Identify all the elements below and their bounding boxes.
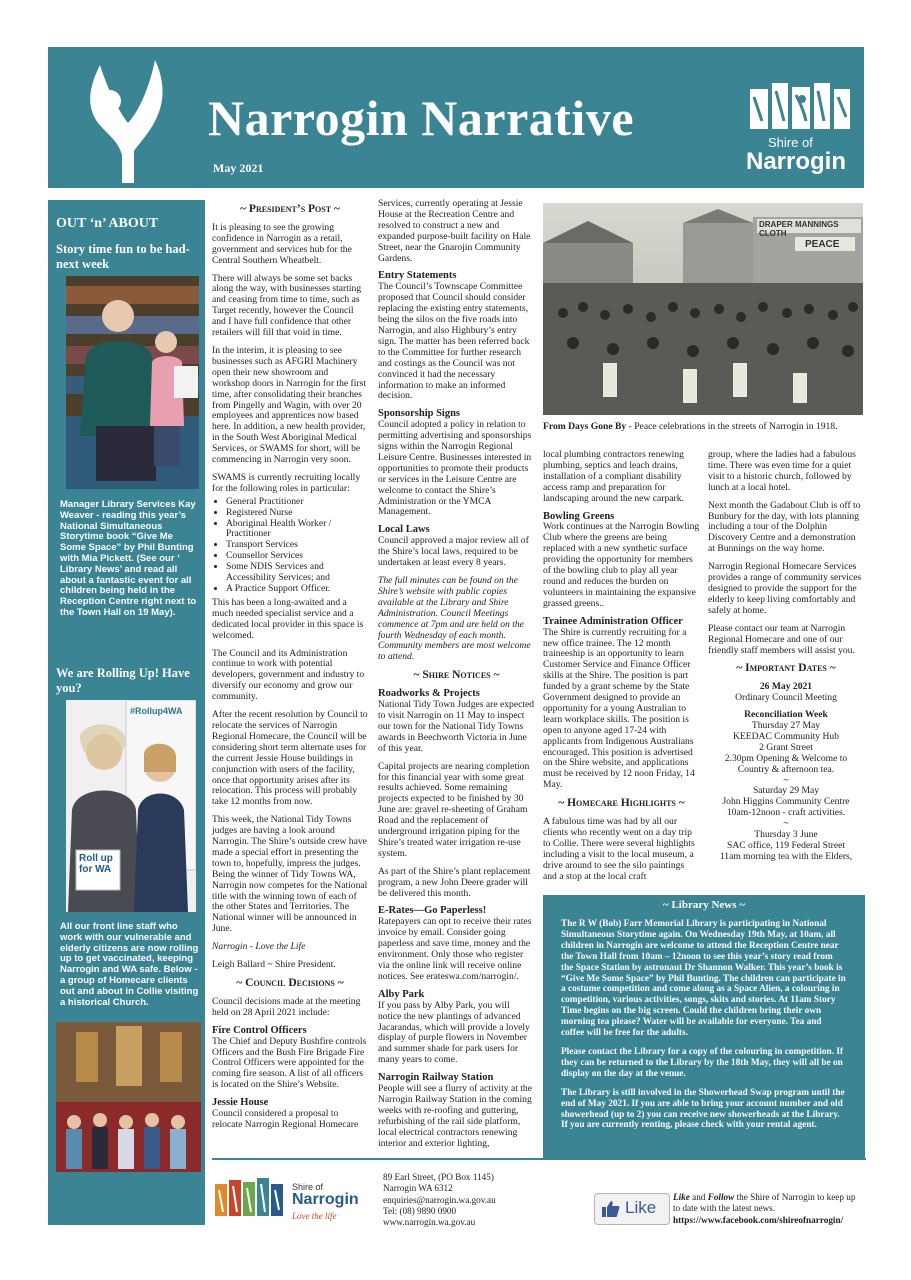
date-separator: ~ bbox=[783, 774, 789, 786]
roadworks-text: National Tidy Town Judges are expected to visit Narrogin on 11 May to inspect our town for the National Tidy Towns awards in Beechworth Victoria in June of this year. bbox=[378, 699, 535, 754]
fb-rest: the Shire of Narrogin to keep up to date with the latest news. bbox=[673, 1192, 856, 1214]
date-council-meeting: 26 May 2021 bbox=[759, 681, 813, 693]
president-paragraph: This has been a long-awaited and a much needed specialist service and a dedicated local provider in this space is welcomed. bbox=[212, 596, 364, 641]
caption-bold: From Days Gone By bbox=[543, 421, 627, 432]
address-line: Narrogin WA 6312 bbox=[383, 1183, 453, 1194]
out-about-sidebar bbox=[48, 200, 205, 1225]
header-shire-name: Narrogin bbox=[746, 148, 847, 175]
story-heading: Story time fun to be had- next week bbox=[56, 242, 190, 271]
footer-divider bbox=[212, 1158, 866, 1160]
facebook-follow-text bbox=[673, 1192, 863, 1226]
president-paragraph: In the interim, it is pleasing to see businesses such as AFGRI Machinery open their new showroom and workshop doors in Narrogin for the first time, after consolidating their branches from Pingelly and Wagin, with over 20 employees and apprentices now based here. In addition, a new health provider, in the South West Aboriginal Medical Services, or SWAMS for short, will be commencing in Narrogin very soon. bbox=[212, 344, 367, 466]
homecare-services-text: Narrogin Regional Homecare Services provides a range of community services designed to provide the support for the elderly to keep living comfortably and safely at home. bbox=[708, 561, 862, 616]
date-line: Thursday 3 June bbox=[754, 829, 818, 841]
alby-park-text: If you pass by Alby Park, you will notice the new plantings of advanced Jacarandas, which will provide a lovely display of purple flowers in November and summer shade for park users for many years to come. bbox=[378, 999, 530, 1066]
reconciliation-week-heading: Reconciliation Week bbox=[744, 709, 828, 721]
library-photo-caption: Manager Library Services Kay Weaver - reading this year’s National Simultaneous Storytime book “Give Me Some Space” by Phil Bunting with Mia Pickett. (See our ‘ Library News’ and read all about a fantastic event for all children being held in the Reception Centre right next to the Town Hall on 19 May). bbox=[60, 499, 197, 618]
date-line: 2.30pm Opening & Welcome to Country & afternoon tea. bbox=[724, 752, 848, 775]
local-laws-text: Council approved a major review all of the Shire’s local laws, required to be undertaken at least every 8 years. bbox=[378, 535, 529, 569]
local-laws-heading: Local Laws bbox=[378, 524, 430, 536]
footer-shire-name: Narrogin bbox=[292, 1191, 359, 1208]
erates-heading: E-Rates—Go Paperless! bbox=[378, 905, 487, 917]
railway-text: People will see a flurry of activity at the Narrogin Railway Station in the coming weeks with re-roofing and guttering, refurbishing of the rail side platform, local electrical contractors renewing interior and exterior lighting, bbox=[378, 1083, 532, 1149]
fb-like-word: Like bbox=[673, 1192, 690, 1202]
footer-address bbox=[383, 1172, 496, 1228]
phone-line: Tel: (08) 9890 0900 bbox=[383, 1205, 457, 1216]
sponsorship-text: Council adopted a policy in relation to permitting advertising and sponsorships signs within the Narrogin Regional Leisure Centre. Businesses interested in opportunities to promote their products or services in the Leisure Centre are welcome to contact the Shire’s Administration or the YMCA Management. bbox=[378, 419, 532, 518]
swams-roles-list bbox=[212, 497, 368, 595]
president-paragraph: SWAMS is currently recruiting locally for the following roles in particular: bbox=[212, 471, 361, 494]
sponsorship-heading: Sponsorship Signs bbox=[378, 408, 461, 420]
peace-celebrations-photo bbox=[543, 203, 863, 415]
header-shire-of: Shire of bbox=[768, 135, 813, 150]
date-line: SAC office, 119 Federal Street bbox=[726, 840, 846, 851]
column-homecare-dates bbox=[708, 450, 864, 863]
sign-off: Narrogin - Love the Life bbox=[212, 941, 306, 953]
footer-logo-icon bbox=[213, 1174, 289, 1222]
role-item: • A Practice Support Officer. bbox=[226, 584, 368, 595]
role-item: • Transport Services bbox=[226, 540, 368, 551]
date-line: 11am morning tea with the Elders, bbox=[719, 850, 853, 862]
role-item: • Registered Nurse bbox=[226, 508, 368, 519]
date-line: Saturday 29 May bbox=[752, 785, 820, 797]
president-paragraph: There will always be some set backs along the way, with businesses starting and ceasing from time to time, such as Target recently, however the Council and I have full confidence that other retailers will fill that void in time. bbox=[212, 272, 362, 339]
newsletter-title: Narrogin Narrative bbox=[208, 90, 635, 146]
website-link[interactable]: www.narrogin.wa.gov.au bbox=[383, 1217, 476, 1228]
bowling-greens-heading: Bowling Greens bbox=[543, 510, 615, 522]
president-paragraph: The Council and its Administration continue to work with potential developers, government and industry to diversify our economy and grow our community. bbox=[212, 647, 365, 703]
date-line: 10am-12noon - craft activities. bbox=[726, 807, 846, 819]
council-decisions-heading: ~ Council Decisions ~ bbox=[236, 977, 344, 989]
gadabout-text: Next month the Gadabout Club is off to Bunbury for the day, with lots planning including a tour of the Dolphin Discovery Centre and a demonstration at Bunnings on the way home. bbox=[708, 499, 861, 555]
column-council-notices bbox=[378, 199, 535, 1157]
masthead bbox=[48, 47, 864, 188]
peace-sign: PEACE bbox=[805, 239, 840, 250]
council-intro: Council decisions made at the meeting held on 28 April 2021 include: bbox=[212, 995, 361, 1018]
role-item: • General Practitioner bbox=[226, 497, 368, 508]
caption-rest: - Peace celebrations in the streets of Narrogin in 1918. bbox=[626, 421, 838, 432]
photo-caption bbox=[543, 422, 865, 433]
fire-control-heading: Fire Control Officers bbox=[212, 1024, 307, 1036]
rollup-photo-caption: All our front line staff who work with our vulnerable and elderly citizens are now rolling up to get vaccinated, keeping Narrogin and WA safe. Below - a group of Homecare clients out and about in Collie visiting a historical Church. bbox=[60, 921, 199, 1008]
trainee-text: The Shire is currently recruiting for a new office trainee. The 12 month traineeship is an opportunity to learn Customer Service and Finance Officer skills at the Shire. The position is part funded by a grant scheme by the State Government designed to provide an opportunity for a young Australian to learn workplace skills. The position is open to anyone aged 17-24 with applicants from Indigenous Australians encouraged. This position is advertised on the Shire website, and applications must be received by 12 noon Friday, 14 May. bbox=[543, 626, 695, 791]
church-visit-photo bbox=[56, 1022, 201, 1172]
fb-and: and bbox=[689, 1192, 708, 1202]
rollup-hashtag: #Rollup4WA bbox=[130, 706, 183, 716]
issue-date: May 2021 bbox=[213, 161, 264, 175]
minutes-note: The full minutes can be found on the Shire’s website with public copies available at the Library and Shire Administration. Council Meetings commence at 7pm and are held on the fourth Wednesday of each month. Community members are most welcome to attend. bbox=[378, 575, 531, 663]
date-separator: ~ bbox=[783, 818, 789, 830]
important-dates-list bbox=[708, 682, 864, 863]
homecare-contact-text: Please contact our team at Narrogin Regional Homecare and one of our friendly staff members will assist you. bbox=[708, 622, 855, 656]
homecare-highlights-heading: ~ Homecare Highlights ~ bbox=[558, 797, 685, 810]
column-presidents-post bbox=[212, 198, 368, 1138]
entry-statements-heading: Entry Statements bbox=[378, 270, 457, 282]
date-council-meeting-desc: Ordinary Council Meeting bbox=[735, 692, 837, 704]
narrogin-figure-logo-icon bbox=[70, 55, 180, 185]
plant-replacement-text: As part of the Shire’s plant replacement program, a new John Deere grader will be delivered this month. bbox=[378, 865, 531, 899]
library-paragraph: The R W (Bob) Farr Memorial Library is participating in National Simultaneous Storytime again. On Wednesday 19th May, at 10am, all children in Narrogin are welcome to attend the Reception Centre near the Town Hall from 10am – 12noon to see this year’s story read from the Space Station by astronaut Dr Shannon Walker. This year’s book is “Give Me Some Space” by Phil Bunting. The children can participate in a costume competition and come along as a Space Alien, a colouring in competition, various activities, songs, skits and stories. At 11am Story Time begins on the big screen. Could the children bring their own morning tea please? Water will be available for everyone. Tea and coffee will be free for the adults. bbox=[561, 919, 846, 1039]
important-dates-heading: ~ Important Dates ~ bbox=[736, 662, 836, 675]
jessie-house-heading: Jessie House bbox=[212, 1097, 269, 1109]
library-paragraph: The Library is still involved in the Showerhead Swap program until the end of May 2021. If you are able to bring your account number and old showerhead (up to 2) you can receive new showerheads at the Library. If you are currently renting, please check with your rental agent. bbox=[561, 1087, 845, 1131]
footer-tagline: Love the life bbox=[292, 1211, 337, 1221]
date-line: Thursday 27 May bbox=[751, 720, 821, 732]
erates-text: Ratepayers can opt to receive their rates invoice by email. Consider going paperless and save time, money and the environment. Only those who register via the online link will receive online notices. See erateswa.com/narrogin/. bbox=[378, 916, 532, 982]
capital-projects-text: Capital projects are nearing completion for this financial year with some great results achieved. Some remaining projects expected to be finished by 30 June are: gravel re-sheeting of Graham Road and the replacement of underground irrigation piping for the Shire’s treated water irrigation re-use system. bbox=[378, 760, 530, 859]
signature: Leigh Ballard ~ Shire President. bbox=[212, 959, 336, 971]
library-storytime-photo bbox=[66, 276, 199, 489]
library-news-heading: ~ Library News ~ bbox=[662, 899, 746, 911]
draper-sign: DRAPER MANNINGS CLOTH bbox=[759, 220, 839, 238]
shire-notices-heading: ~ Shire Notices ~ bbox=[413, 669, 500, 682]
footer-shire-of: Shire of bbox=[292, 1182, 324, 1192]
president-paragraph: This week, the National Tidy Towns judges are having a look around Narrogin. The Shire’s outside crew have made a special effort in presenting the town to, hopefully, impress the judges. Being the winner of Tidy Towns WA, Narrogin now competes for the National title with the winning town of each of the other States and Territories. The National winner will be announced in June. bbox=[212, 814, 368, 935]
footer-shire-logo bbox=[213, 1174, 373, 1226]
alby-park-heading: Alby Park bbox=[378, 988, 425, 1000]
address-line: 89 Earl Street, (PO Box 1145) bbox=[383, 1172, 494, 1182]
library-paragraph: Please contact the Library for a copy of the colouring in competition. If they can be returned to the Library by the 18th May, they will all be on display on the day at the venue. bbox=[561, 1046, 844, 1079]
role-item: • Counsellor Services bbox=[226, 551, 368, 562]
jessie-continued: Services, currently operating at Jessie House at the Recreation Centre and resolved to construct a new and expanded purpose-built facility on Hale Street, near the Gnarojin Community Gardens. bbox=[378, 198, 531, 264]
presidents-post-heading: ~ President’s Post ~ bbox=[240, 203, 340, 215]
role-item: • Aboriginal Health Worker / Practitioner bbox=[226, 519, 368, 541]
president-paragraph: After the recent resolution by Council to relocate the services of Narrogin Regional Homecare, the Council will be considering short term alternate uses for the current Jessie House buildings in conjunction with users of the facility, once that opportunity arises after its relocation. This process will probably take 12 months from now. bbox=[212, 709, 368, 808]
railway-heading: Narrogin Railway Station bbox=[378, 1072, 494, 1084]
homecare-text: A fabulous time was had by all our clients who recently went on a day trip to Collie. There were several highlights including a visit to the local museum, a drive around to see the silo paintings and a stop at the local craft bbox=[543, 816, 695, 882]
role-item: • Some NDIS Services and Accessibility Services; and bbox=[226, 562, 368, 584]
date-line: John Higgins Community Centre bbox=[722, 796, 850, 808]
facebook-like-button[interactable] bbox=[594, 1193, 670, 1225]
homecare-continued: group, where the ladies had a fabulous time. There was even time for a quiet visit to a historic church, followed by lunch at a local hotel. bbox=[708, 449, 856, 493]
date-line: 2 Grant Street bbox=[759, 741, 813, 753]
rolling-up-heading: We are Rolling Up! Have you? bbox=[56, 666, 190, 695]
fb-follow-word: Follow bbox=[707, 1192, 735, 1202]
thumbs-up-icon bbox=[601, 1199, 621, 1219]
president-paragraph: It is pleasing to see the growing confidence in Narrogin as a retail, government and services hub for the Central Southern Wheatbelt. bbox=[212, 221, 352, 266]
bowling-greens-text: Work continues at the Narrogin Bowling Club where the greens are being replaced with a new synthetic surface providing the opportunity for members of the bowling club to play all year round and reduces the burden on volunteers in maintaining the expansive grassed greens.. bbox=[543, 521, 700, 609]
date-line: KEEDAC Community Hub bbox=[732, 730, 840, 742]
rollup-vaccination-photo bbox=[66, 700, 196, 912]
railway-continued: local plumbing contractors renewing plumbing, septics and leach drains, installation of a compliant disability access ramp and preparation for landscaping around the new carpark. bbox=[543, 449, 684, 504]
like-label: Like bbox=[625, 1198, 657, 1217]
entry-statements-text: The Council’s Townscape Committee proposed that Council should consider replacing the existing entry statements, being the silos on the five roads into Narrogin, and also Highbury’s entry sign. The matter has been referred back to the Committee for further research and costings as the Council was not convinced it had the necessary information to make an informed decision. bbox=[378, 281, 530, 402]
library-news-box bbox=[543, 895, 865, 1158]
rollup-sign: Roll up for WA bbox=[79, 853, 113, 875]
column-notices-homecare bbox=[543, 450, 700, 890]
facebook-url-link[interactable]: https://www.facebook.com/shireofnarrogin/ bbox=[673, 1214, 844, 1225]
email-link[interactable]: enquiries@narrogin.wa.gov.au bbox=[383, 1194, 496, 1205]
roadworks-heading: Roadworks & Projects bbox=[378, 688, 480, 700]
trainee-heading: Trainee Administration Officer bbox=[543, 615, 683, 627]
jessie-house-text: Council considered a proposal to relocate Narrogin Regional Homecare bbox=[212, 1108, 359, 1130]
fire-control-text: The Chief and Deputy Bushfire controls Officers and the Bush Fire Brigade Fire Control Officers were appointed for the coming fire season. A list of all officers is located on the Shire’s Website. bbox=[212, 1035, 367, 1091]
out-about-heading: OUT ‘n’ ABOUT bbox=[56, 216, 159, 231]
